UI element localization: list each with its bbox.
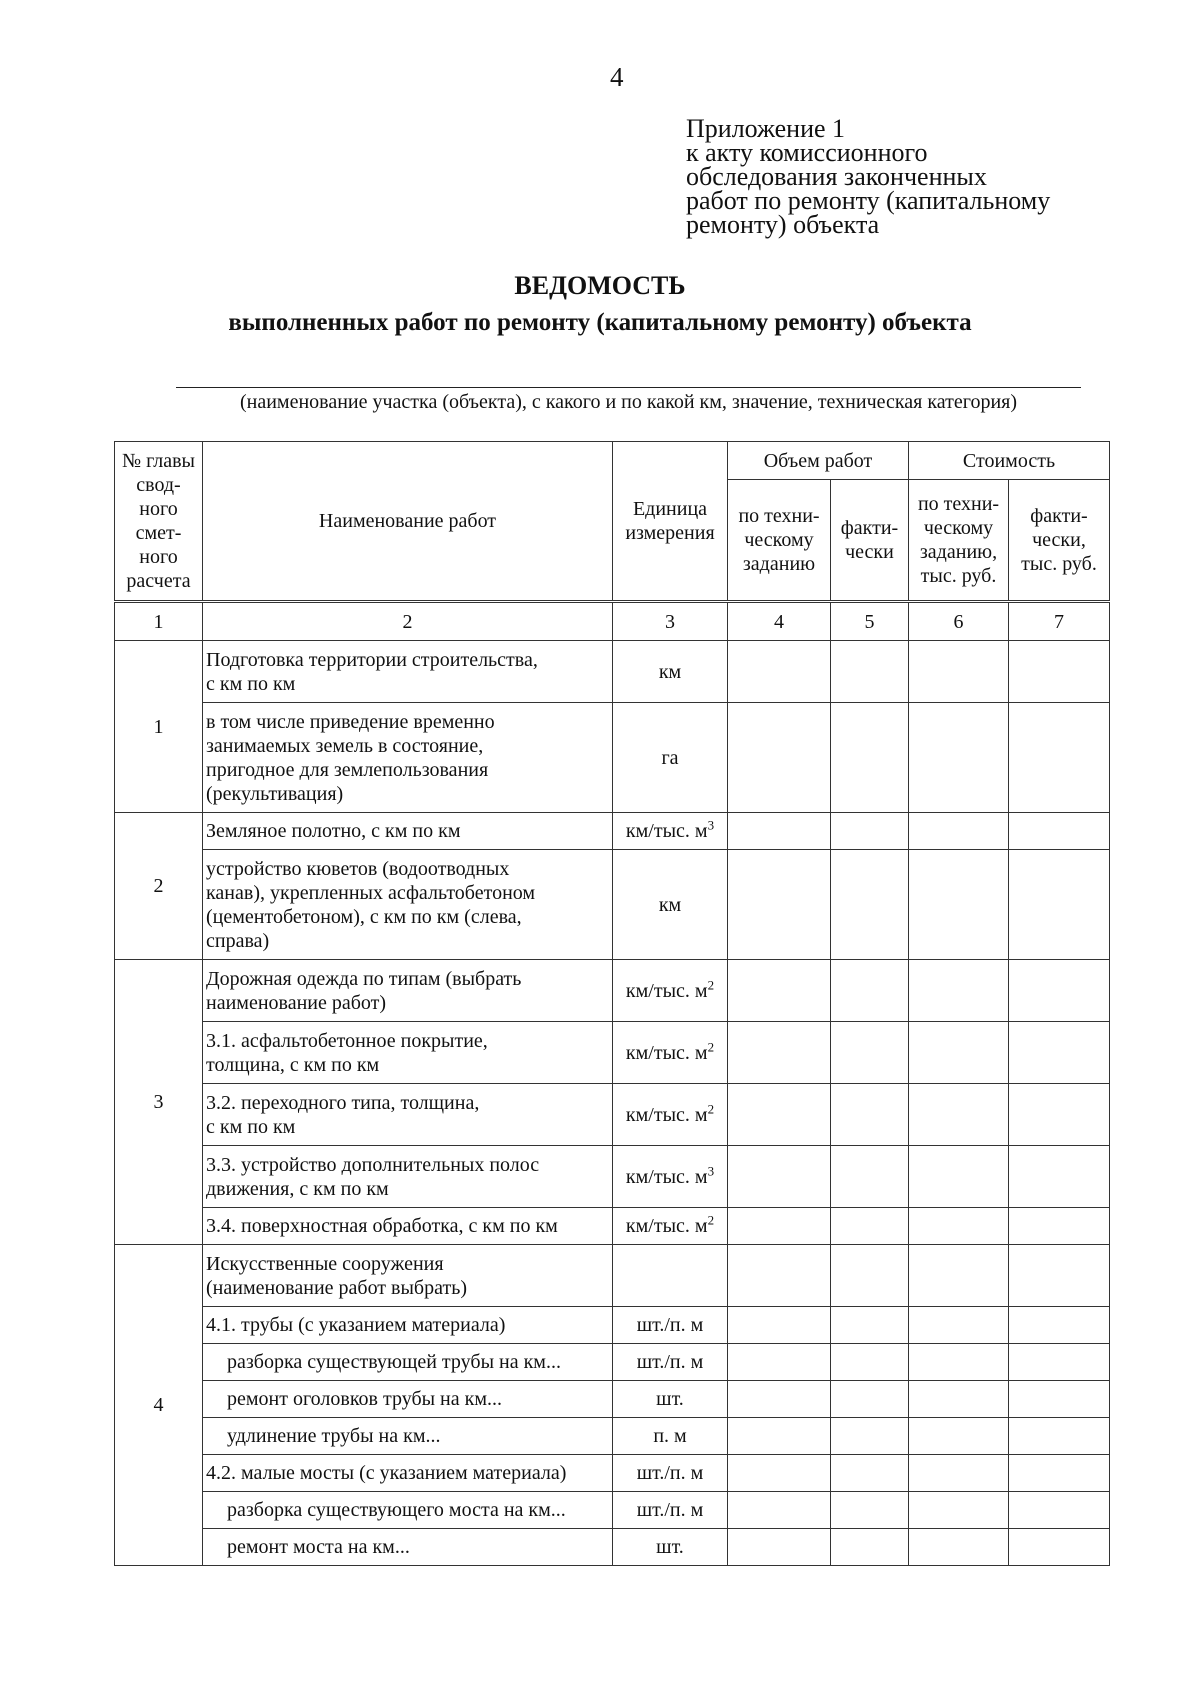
work-name-line: 3.4. поверхностная обработка, с км по км [206, 1215, 558, 1237]
work-name [203, 1492, 613, 1529]
appendix-note [686, 114, 1126, 239]
cost-plan-cell [909, 813, 1009, 850]
table-row [115, 960, 1110, 1022]
cost-plan-cell [909, 1245, 1009, 1307]
volume-fact-cell [831, 1146, 909, 1208]
header-cost-plan-line: по техни- [917, 493, 1000, 515]
unit [613, 850, 728, 960]
work-name [203, 1084, 613, 1146]
work-name [203, 1418, 613, 1455]
header-cost-plan [909, 480, 1009, 602]
unit-exponent: 2 [707, 1038, 715, 1054]
unit [613, 1381, 728, 1418]
volume-plan-cell [728, 1344, 831, 1381]
cost-plan-cell [909, 1146, 1009, 1208]
appendix-line: ремонту) объекта [686, 210, 880, 239]
work-name-line: в том числе приведение временно [206, 710, 495, 733]
work-name [203, 1208, 613, 1245]
unit [613, 1455, 728, 1492]
unit-exponent: 3 [707, 817, 715, 833]
column-number-row [115, 602, 1110, 641]
volume-plan-cell [728, 1245, 831, 1307]
cost-plan-cell [909, 1381, 1009, 1418]
works-table [114, 441, 1110, 1566]
chapter-number: 2 [115, 813, 203, 960]
unit [613, 1307, 728, 1344]
unit-text: км/тыс. м [625, 820, 708, 842]
work-name [203, 703, 613, 813]
cost-plan-cell [909, 1208, 1009, 1245]
work-name-line: удлинение трубы на км... [227, 1425, 441, 1447]
column-number: 5 [831, 602, 909, 641]
table-row [115, 1084, 1110, 1146]
work-name-line: с км по км [206, 1115, 296, 1138]
cost-plan-cell [909, 1455, 1009, 1492]
cost-fact-cell [1009, 1492, 1110, 1529]
volume-fact-cell [831, 1492, 909, 1529]
header-volume-plan-line: ческому [744, 529, 814, 551]
cost-plan-cell [909, 1492, 1009, 1529]
volume-plan-cell [728, 703, 831, 813]
table-row [115, 850, 1110, 960]
volume-fact-cell [831, 850, 909, 960]
column-number: 6 [909, 602, 1009, 641]
cost-plan-cell [909, 1344, 1009, 1381]
table-row [115, 1022, 1110, 1084]
cost-plan-cell [909, 703, 1009, 813]
unit-text: шт./п. м [636, 1462, 704, 1484]
header-chapter-line: свод- [136, 474, 181, 496]
header-unit-line: Единица [632, 498, 708, 520]
work-name-line: справа) [206, 929, 270, 952]
table-row [115, 1492, 1110, 1529]
work-name [203, 850, 613, 960]
header-cost: Стоимость [909, 442, 1110, 480]
volume-plan-cell [728, 1418, 831, 1455]
cost-plan-cell [909, 1529, 1009, 1566]
volume-plan-cell [728, 960, 831, 1022]
header-chapter [115, 442, 203, 602]
cost-fact-cell [1009, 813, 1110, 850]
column-number: 1 [115, 602, 203, 641]
cost-fact-cell [1009, 1455, 1110, 1492]
column-number: 3 [613, 602, 728, 641]
work-name-line: (рекультивация) [206, 782, 344, 805]
unit-text: шт./п. м [636, 1314, 704, 1336]
volume-plan-cell [728, 1307, 831, 1344]
unit-text: км/тыс. м [625, 1041, 708, 1064]
chapter-number: 4 [115, 1245, 203, 1566]
unit [613, 1245, 728, 1307]
work-name-line: Земляное полотно, с км по км [206, 820, 461, 842]
unit [613, 1418, 728, 1455]
document-title: ВЕДОМОСТЬ [514, 271, 686, 300]
work-name [203, 813, 613, 850]
cost-plan-cell [909, 850, 1009, 960]
volume-fact-cell [831, 1381, 909, 1418]
appendix-line: Приложение 1 [686, 114, 846, 143]
work-name-line: канав), укрепленных асфальтобетоном [206, 881, 536, 904]
header-volume-fact [831, 480, 909, 602]
work-name-line: Дорожная одежда по типам (выбрать [206, 967, 522, 990]
volume-fact-cell [831, 1529, 909, 1566]
volume-fact-cell [831, 1208, 909, 1245]
volume-plan-cell [728, 1208, 831, 1245]
cost-fact-cell [1009, 960, 1110, 1022]
document-subtitle: выполненных работ по ремонту (капитальному ремонту) объекта [228, 309, 972, 336]
volume-fact-cell [831, 641, 909, 703]
work-name [203, 1022, 613, 1084]
header-cost-plan-line: тыс. руб. [920, 565, 997, 587]
volume-plan-cell [728, 1084, 831, 1146]
unit-text: км [658, 660, 682, 683]
header-chapter-line: расчета [126, 570, 191, 592]
cost-plan-cell [909, 960, 1009, 1022]
work-name-line: толщина, с км по км [206, 1053, 380, 1076]
object-name-caption: (наименование участка (объекта), с какого и по какой км, значение, техническая категория) [239, 391, 1018, 413]
work-name-line: 4.1. трубы (с указанием материала) [206, 1314, 506, 1336]
unit-text: шт./п. м [636, 1499, 704, 1521]
table-row [115, 703, 1110, 813]
work-name [203, 1245, 613, 1307]
work-name [203, 1307, 613, 1344]
unit-text: шт. [656, 1536, 684, 1558]
work-name-line: движения, с км по км [206, 1177, 389, 1200]
work-name [203, 1455, 613, 1492]
work-name-line: Подготовка территории строительства, [206, 648, 538, 671]
header-chapter-line: смет- [135, 522, 182, 544]
unit [613, 1344, 728, 1381]
cost-fact-cell [1009, 1418, 1110, 1455]
cost-fact-cell [1009, 1022, 1110, 1084]
header-volume: Объем работ [728, 442, 909, 480]
appendix-line: обследования законченных [686, 162, 987, 191]
work-name [203, 641, 613, 703]
table-row [115, 813, 1110, 850]
header-chapter-line: ного [139, 546, 178, 568]
chapter-number: 3 [115, 960, 203, 1245]
column-number: 4 [728, 602, 831, 641]
volume-fact-cell [831, 1307, 909, 1344]
volume-fact-cell [831, 1084, 909, 1146]
unit [613, 1492, 728, 1529]
table-row [115, 1381, 1110, 1418]
volume-fact-cell [831, 1022, 909, 1084]
volume-fact-cell [831, 813, 909, 850]
unit-exponent: 2 [707, 1100, 715, 1116]
work-name [203, 1381, 613, 1418]
volume-plan-cell [728, 813, 831, 850]
cost-fact-cell [1009, 641, 1110, 703]
unit [613, 1146, 728, 1208]
cost-fact-cell [1009, 1084, 1110, 1146]
header-volume-plan-line: по техни- [738, 505, 820, 527]
work-name-line: 3.1. асфальтобетонное покрытие, [206, 1029, 488, 1052]
cost-plan-cell [909, 641, 1009, 703]
unit-text: шт./п. м [636, 1351, 704, 1373]
header-volume-fact-line: чески [845, 541, 894, 563]
object-name-line [176, 387, 1081, 388]
volume-fact-cell [831, 703, 909, 813]
unit-text: км/тыс. м [625, 1103, 708, 1126]
work-name-line: ремонт моста на км... [227, 1536, 410, 1558]
cost-fact-cell [1009, 703, 1110, 813]
work-name-line: 3.3. устройство дополнительных полос [206, 1153, 540, 1176]
table-row [115, 1455, 1110, 1492]
work-name [203, 960, 613, 1022]
table-row [115, 1418, 1110, 1455]
volume-plan-cell [728, 1455, 831, 1492]
header-volume-plan [728, 480, 831, 602]
table-row [115, 1344, 1110, 1381]
volume-plan-cell [728, 1492, 831, 1529]
volume-plan-cell [728, 1022, 831, 1084]
work-name-line: устройство кюветов (водоотводных [206, 857, 510, 880]
unit [613, 1022, 728, 1084]
unit [613, 703, 728, 813]
header-cost-fact-line: тыс. руб. [1021, 553, 1097, 575]
cost-plan-cell [909, 1418, 1009, 1455]
cost-plan-cell [909, 1307, 1009, 1344]
header-chapter-line: № главы [121, 450, 195, 472]
volume-plan-cell [728, 1146, 831, 1208]
header-unit [613, 442, 728, 602]
header-volume-plan-line: заданию [742, 553, 816, 575]
appendix-line: работ по ремонту (капитальному [686, 186, 1051, 215]
unit [613, 1208, 728, 1245]
unit-text: км/тыс. м [625, 979, 708, 1002]
chapter-number: 1 [115, 641, 203, 813]
unit [613, 1529, 728, 1566]
table-row [115, 1146, 1110, 1208]
work-name-line: 4.2. малые мосты (с указанием материала) [206, 1462, 567, 1484]
work-name [203, 1146, 613, 1208]
unit-text: п. м [653, 1425, 687, 1447]
volume-fact-cell [831, 1245, 909, 1307]
cost-plan-cell [909, 1084, 1009, 1146]
header-cost-plan-line: ческому [923, 517, 994, 539]
cost-fact-cell [1009, 1529, 1110, 1566]
unit-text: га [661, 746, 679, 769]
cost-fact-cell [1009, 1208, 1110, 1245]
cost-fact-cell [1009, 1381, 1110, 1418]
work-name-line: с км по км [206, 672, 296, 695]
volume-fact-cell [831, 1418, 909, 1455]
appendix-line: к акту комиссионного [686, 138, 928, 167]
unit [613, 960, 728, 1022]
work-name-line: наименование работ) [206, 991, 387, 1014]
work-name-line: ремонт оголовков трубы на км... [227, 1388, 503, 1410]
work-name [203, 1529, 613, 1566]
unit [613, 1084, 728, 1146]
unit-text: км/тыс. м [625, 1165, 708, 1188]
table-row [115, 1208, 1110, 1245]
unit-text: шт. [656, 1388, 684, 1410]
page-number: 4 [610, 62, 624, 92]
volume-plan-cell [728, 1529, 831, 1566]
unit-exponent: 2 [707, 1212, 715, 1228]
header-cost-fact [1009, 480, 1110, 602]
volume-plan-cell [728, 850, 831, 960]
column-number: 2 [203, 602, 613, 641]
header-cost-plan-line: заданию, [919, 541, 998, 563]
unit-text: км [658, 893, 682, 916]
cost-fact-cell [1009, 1307, 1110, 1344]
table-row [115, 1529, 1110, 1566]
unit [613, 641, 728, 703]
header-work-name: Наименование работ [203, 442, 613, 602]
unit-exponent: 3 [707, 1162, 715, 1178]
unit-text: км/тыс. м [625, 1215, 708, 1237]
work-name-line: разборка существующей трубы на км... [227, 1351, 561, 1373]
cost-fact-cell [1009, 1245, 1110, 1307]
unit [613, 813, 728, 850]
cost-plan-cell [909, 1022, 1009, 1084]
cost-fact-cell [1009, 1146, 1110, 1208]
header-chapter-line: ного [139, 498, 178, 520]
table-row [115, 641, 1110, 703]
header-cost-fact-line: чески, [1032, 529, 1086, 551]
volume-plan-cell [728, 641, 831, 703]
volume-fact-cell [831, 1344, 909, 1381]
volume-fact-cell [831, 1455, 909, 1492]
work-name-line: Искусственные сооружения [206, 1252, 444, 1275]
column-number: 7 [1009, 602, 1110, 641]
volume-plan-cell [728, 1381, 831, 1418]
table-row [115, 1307, 1110, 1344]
work-name-line: занимаемых земель в состояние, [206, 734, 484, 757]
cost-fact-cell [1009, 1344, 1110, 1381]
table-row [115, 1245, 1110, 1307]
work-name-line: 3.2. переходного типа, толщина, [206, 1091, 480, 1114]
volume-fact-cell [831, 960, 909, 1022]
work-name-line: (наименование работ выбрать) [206, 1276, 467, 1299]
header-unit-line: измерения [625, 522, 715, 544]
work-name-line: разборка существующего моста на км... [227, 1499, 566, 1521]
work-name [203, 1344, 613, 1381]
unit-exponent: 2 [707, 976, 715, 992]
header-cost-fact-line: факти- [1030, 505, 1088, 527]
cost-fact-cell [1009, 850, 1110, 960]
work-name-line: пригодное для землепользования [206, 758, 489, 781]
header-volume-fact-line: факти- [840, 517, 899, 539]
work-name-line: (цементобетоном), с км по км (слева, [206, 905, 522, 928]
